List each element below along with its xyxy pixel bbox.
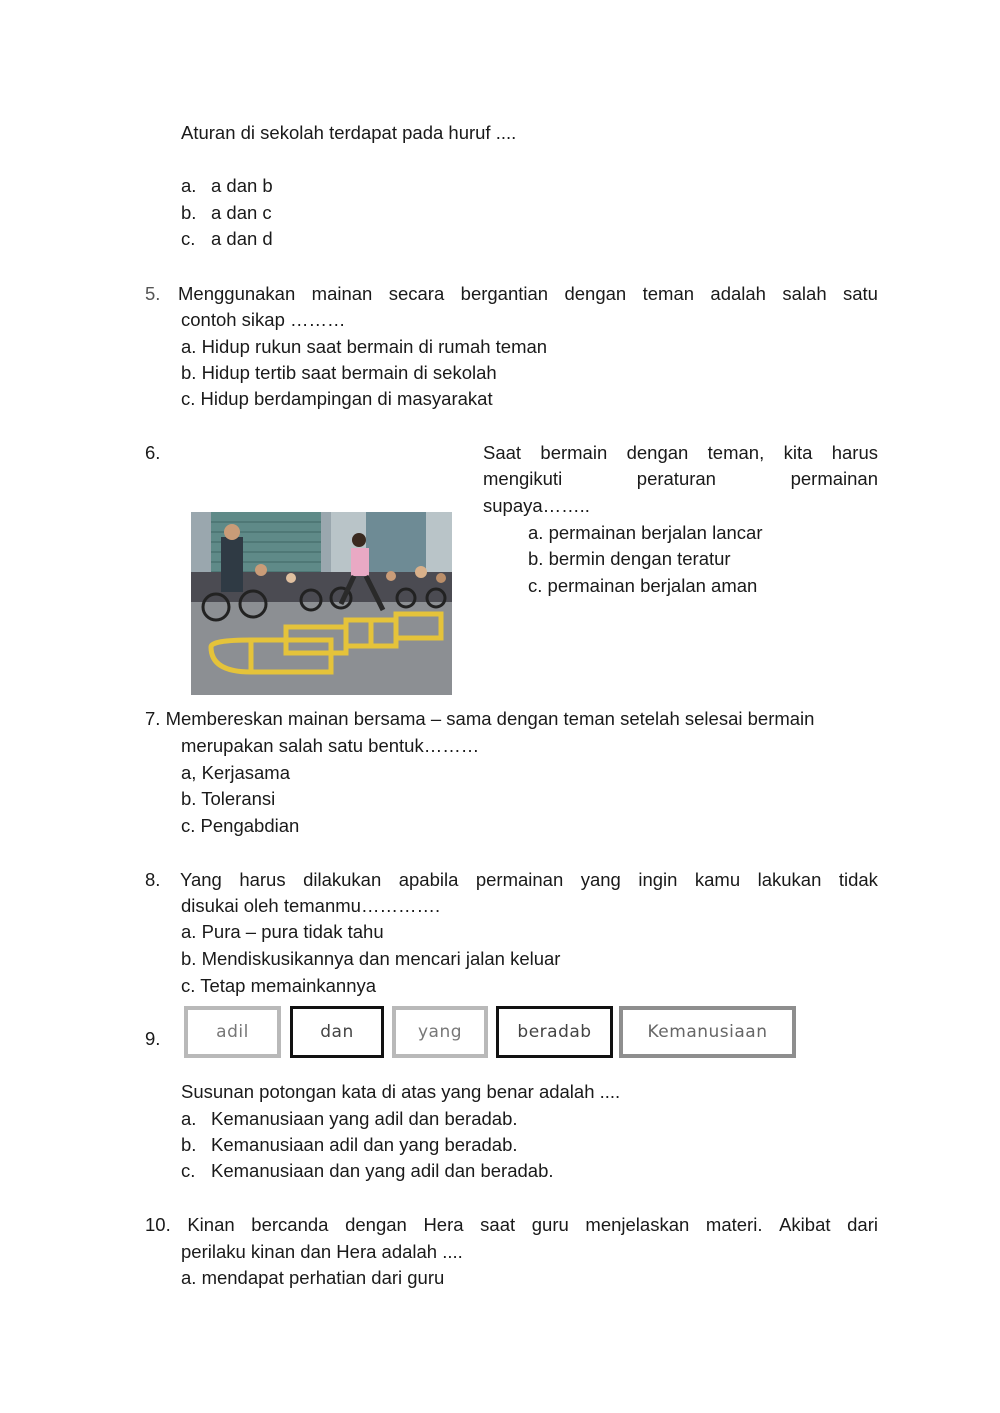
q7-option-b: b. Toleransi bbox=[181, 788, 276, 809]
q7-line2: merupakan salah satu bentuk……… bbox=[181, 735, 480, 756]
q5-number: 5. bbox=[145, 283, 161, 304]
q4-option-a: a. a dan b bbox=[181, 175, 273, 196]
q6-option-c: c. permainan berjalan aman bbox=[528, 575, 758, 596]
hopscotch-photo-illustration bbox=[191, 512, 452, 695]
q8-line1: Yang harus dilakukan apabila permainan yang ingin kamu lakukan tidak bbox=[180, 869, 878, 890]
q4-stem: Aturan di sekolah terdapat pada huruf .... bbox=[181, 122, 517, 143]
q9-option-a: a. Kemanusiaan yang adil dan beradab. bbox=[181, 1108, 518, 1129]
q6-line1: Saat bermain dengan teman, kita harus bbox=[483, 442, 878, 463]
q5-option-c: c. Hidup berdampingan di masyarakat bbox=[181, 388, 493, 409]
q8-option-b: b. Mendiskusikannya dan mencari jalan keluar bbox=[181, 948, 561, 969]
q8-number: 8. bbox=[145, 869, 161, 890]
q5-line2: contoh sikap ……… bbox=[181, 309, 346, 330]
q10-line2: perilaku kinan dan Hera adalah .... bbox=[181, 1241, 463, 1262]
q8-option-a: a. Pura – pura tidak tahu bbox=[181, 921, 384, 942]
q7-option-c: c. Pengabdian bbox=[181, 815, 300, 836]
q6-option-b: b. bermin dengan teratur bbox=[528, 548, 731, 569]
q10-line1: 10. Kinan bercanda dengan Hera saat guru menjelaskan materi. Akibat dari bbox=[145, 1214, 878, 1235]
hopscotch-photo bbox=[191, 512, 452, 695]
word-tile-beradab: beradab bbox=[496, 1006, 613, 1058]
q5-option-a: a. Hidup rukun saat bermain di rumah teman bbox=[181, 336, 548, 357]
q8-option-c: c. Tetap memainkannya bbox=[181, 975, 377, 996]
word-tile-kemanusiaan: Kemanusiaan bbox=[619, 1006, 796, 1058]
q6-line3: supaya…….. bbox=[483, 495, 590, 516]
q9-number: 9. bbox=[145, 1028, 161, 1049]
q8-line2: disukai oleh temanmu…………. bbox=[181, 895, 441, 916]
word-tile-dan: dan bbox=[290, 1006, 384, 1058]
q6-number: 6. bbox=[145, 442, 161, 463]
word-tile-yang: yang bbox=[392, 1006, 488, 1058]
q5-option-b: b. Hidup tertib saat bermain di sekolah bbox=[181, 362, 497, 383]
q6-line2: mengikuti peraturan permainan bbox=[483, 468, 878, 489]
q4-option-b: b. a dan c bbox=[181, 202, 272, 223]
q9-option-c: c. Kemanusiaan dan yang adil dan beradab. bbox=[181, 1160, 554, 1181]
q7-line1: 7. Membereskan mainan bersama – sama dengan teman setelah selesai bermain bbox=[145, 708, 815, 729]
q5-line1: Menggunakan mainan secara bergantian dengan teman adalah salah satu bbox=[178, 283, 878, 304]
q10-option-a: a. mendapat perhatian dari guru bbox=[181, 1267, 445, 1288]
q6-option-a: a. permainan berjalan lancar bbox=[528, 522, 763, 543]
q7-option-a: a, Kerjasama bbox=[181, 762, 290, 783]
word-tile-adil: adil bbox=[184, 1006, 281, 1058]
q4-option-c: c. a dan d bbox=[181, 228, 273, 249]
q9-option-b: b. Kemanusiaan adil dan yang beradab. bbox=[181, 1134, 518, 1155]
q9-stem: Susunan potongan kata di atas yang benar adalah .... bbox=[181, 1081, 621, 1102]
